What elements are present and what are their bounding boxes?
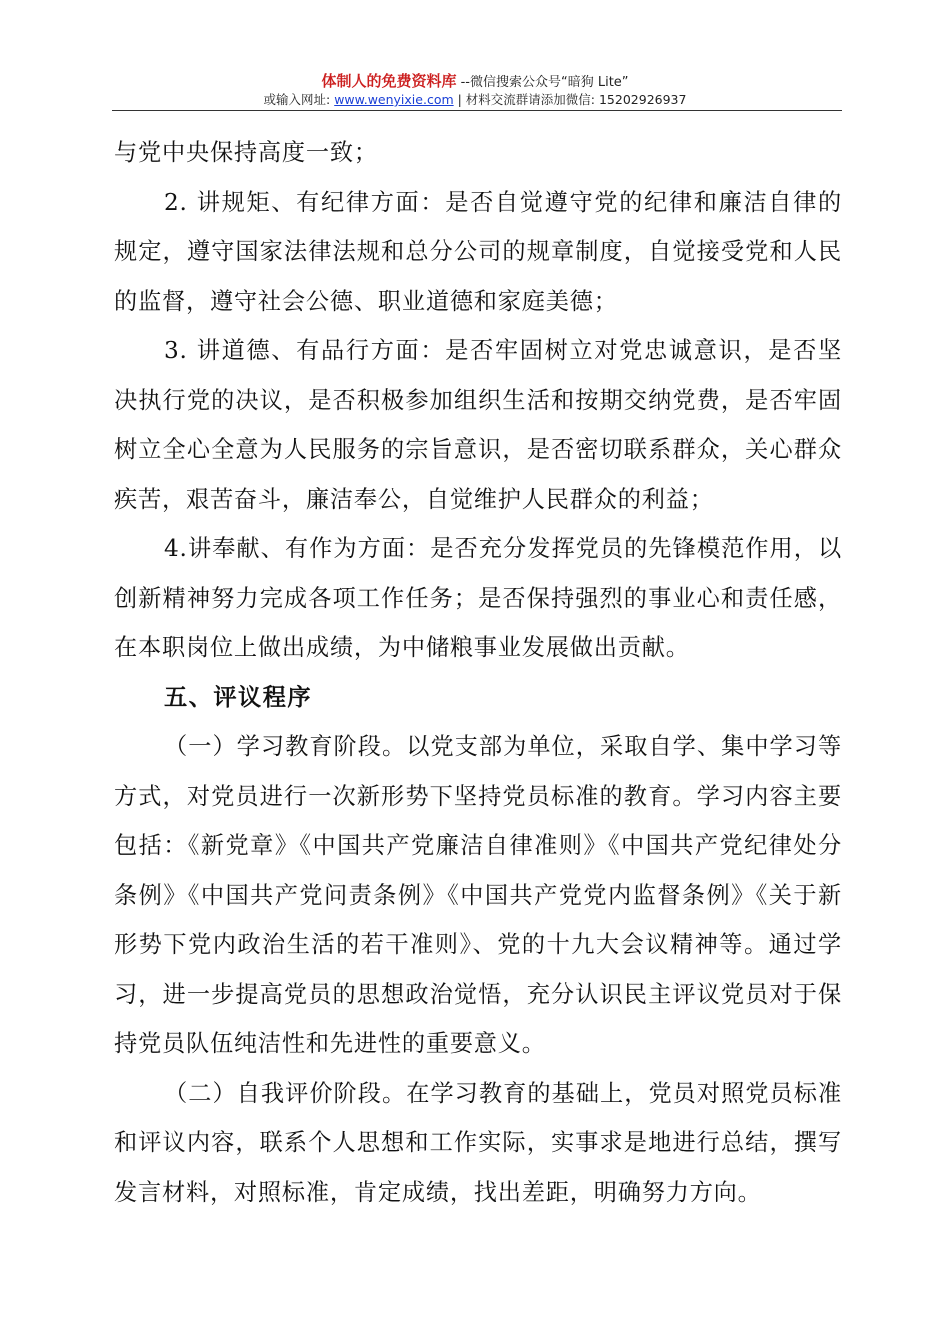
header-subtitle: --微信搜索公众号“暗狗 Lite”	[460, 75, 629, 90]
paragraph-3: 3. 讲道德、有品行方面：是否牢固树立对党忠诚意识，是否坚决执行党的决议，是否积极参加组织生活和按期交纳党费，是否牢固树立全心全意为人民服务的宗旨意识，是否密切联系群众，关心群众疾苦，艰苦奋斗，廉洁奉公，自觉维护人民群众的利益；	[114, 337, 842, 513]
header-contact: | 材料交流群请添加微信: 15202926937	[453, 92, 687, 107]
header-url-link[interactable]: www.wenyixie.com	[334, 92, 454, 107]
page-header	[0, 0, 950, 110]
header-brand: 体制人的免费资料库	[321, 72, 457, 90]
paragraph-2: 2. 讲规矩、有纪律方面：是否自觉遵守党的纪律和廉洁自律的规定，遵守国家法律法规和总分公司的规章制度，自觉接受党和人民的监督，遵守社会公德、职业道德和家庭美德；	[114, 188, 842, 315]
header-divider	[112, 110, 842, 111]
paragraph-4: 4.讲奉献、有作为方面：是否充分发挥党员的先锋模范作用，以创新精神努力完成各项工作任务；是否保持强烈的事业心和责任感，在本职岗位上做出成绩，为中储粮事业发展做出贡献。	[114, 535, 842, 661]
paragraph-5: （一）学习教育阶段。以党支部为单位，采取自学、集中学习等方式，对党员进行一次新形势下坚持党员标准的教育。学习内容主要包括：《新党章》《中国共产党廉洁自律准则》《中国共产党纪律处分条例》《中国共产党问责条例》《中国共产党党内监督条例》《关于新形势下党内政治生活的若干准则》、党的十九大会议精神等。通过学习，进一步提高党员的思想政治觉悟，充分认识民主评议党员对于保持党员队伍纯洁性和先进性的重要意义。	[114, 733, 842, 1057]
header-banner	[0, 70, 950, 91]
header-url-prefix: 或输入网址:	[263, 92, 335, 107]
header-contact-line	[0, 90, 950, 108]
paragraph-6: （二）自我评价阶段。在学习教育的基础上，党员对照党员标准和评议内容，联系个人思想和工作实际，实事求是地进行总结，撰写发言材料，对照标准，肯定成绩，找出差距，明确努力方向。	[114, 1079, 842, 1206]
document-body	[114, 128, 842, 1217]
section-heading-5: 五、评议程序	[164, 683, 313, 711]
paragraph-1: 与党中央保持高度一致；	[114, 139, 378, 166]
